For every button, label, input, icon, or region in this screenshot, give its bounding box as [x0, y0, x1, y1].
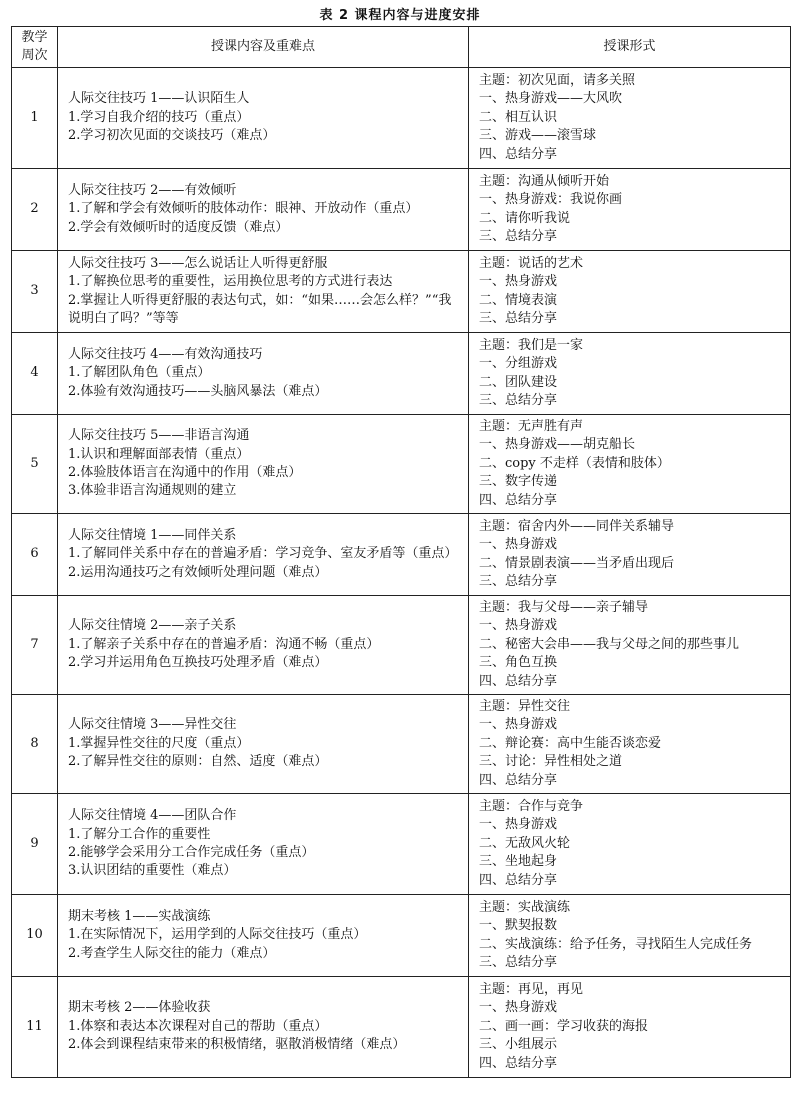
lesson-point: 1.了解同伴关系中存在的普遍矛盾：学习竞争、室友矛盾等（重点） [68, 546, 458, 562]
content-cell [58, 514, 469, 596]
session-theme: 主题：我们是一家 [479, 337, 584, 353]
content-cell [58, 895, 469, 977]
lesson-point: 2.掌握让人听得更舒服的表达句式，如：“如果……会怎么样？”“我说明白了吗？”等等 [68, 292, 452, 326]
form-cell [469, 415, 791, 514]
header-content: 授课内容及重难点 [58, 27, 469, 68]
lesson-title: 人际交往技巧 2——有效倾听 [68, 182, 237, 198]
session-activity: 二、秘密大会串——我与父母之间的那些事儿 [479, 636, 740, 652]
content-cell [58, 596, 469, 695]
session-activity: 二、辩论赛：高中生能否谈恋爱 [479, 735, 662, 751]
session-theme: 主题：实战演练 [479, 899, 571, 915]
week-cell: 11 [12, 977, 58, 1078]
lesson-point: 2.能够学会采用分工合作完成任务（重点） [68, 845, 315, 860]
session-theme: 主题：初次见面，请多关照 [479, 72, 636, 88]
session-theme: 主题：异性交往 [479, 698, 571, 714]
session-activity: 三、总结分享 [479, 228, 558, 244]
session-theme: 主题：无声胜有声 [479, 418, 584, 434]
week-cell: 6 [12, 514, 58, 596]
content-cell [58, 695, 469, 794]
content-cell [58, 169, 469, 251]
header-form: 授课形式 [469, 27, 791, 68]
session-activity: 四、总结分享 [479, 1055, 558, 1071]
session-activity: 一、热身游戏——胡克船长 [479, 437, 636, 453]
session-activity: 四、总结分享 [479, 772, 558, 788]
session-activity: 三、总结分享 [479, 392, 558, 408]
header-week-line1: 教学 [21, 30, 48, 45]
session-activity: 四、总结分享 [479, 872, 558, 888]
lesson-point: 2.考查学生人际交往的能力（难点） [68, 945, 276, 961]
form-cell [469, 169, 791, 251]
lesson-point: 1.认识和理解面部表情（重点） [68, 446, 250, 462]
session-activity: 二、情境表演 [479, 292, 558, 308]
form-cell [469, 68, 791, 169]
session-activity: 三、讨论：异性相处之道 [479, 754, 623, 770]
lesson-point: 2.体会到课程结束带来的积极情绪，驱散消极情绪（难点） [68, 1037, 406, 1053]
session-activity: 一、默契报数 [479, 918, 558, 934]
lesson-point: 1.了解换位思考的重要性，运用换位思考的方式进行表达 [68, 274, 393, 290]
session-activity: 四、总结分享 [479, 146, 558, 162]
content-cell [58, 68, 469, 169]
form-cell [469, 251, 791, 333]
lesson-title: 期末考核 2——体验收获 [68, 1000, 211, 1016]
form-cell [469, 596, 791, 695]
lesson-point: 1.了解团队角色（重点） [68, 365, 211, 381]
lesson-point: 3.认识团结的重要性（难点） [68, 863, 237, 879]
form-cell [469, 977, 791, 1078]
session-activity: 一、热身游戏 [479, 618, 558, 634]
week-cell: 3 [12, 251, 58, 333]
lesson-point: 2.学会有效倾听时的适度反馈（难点） [68, 219, 289, 235]
form-cell [469, 794, 791, 895]
session-activity: 二、无敌风火轮 [479, 835, 571, 851]
week-cell: 1 [12, 68, 58, 169]
lesson-point: 1.掌握异性交往的尺度（重点） [68, 735, 250, 751]
lesson-point: 2.体验有效沟通技巧——头脑风暴法（难点） [68, 383, 328, 399]
session-activity: 一、热身游戏 [479, 717, 558, 733]
lesson-title: 人际交往情境 3——异性交往 [68, 717, 237, 733]
session-activity: 二、画一画：学习收获的海报 [479, 1018, 649, 1034]
session-activity: 二、copy 不走样（表情和肢体） [479, 455, 670, 471]
lesson-point: 3.体验非语言沟通规则的建立 [68, 483, 237, 499]
session-theme: 主题：我与父母——亲子辅导 [479, 599, 649, 615]
lesson-title: 人际交往情境 1——同伴关系 [68, 527, 237, 543]
lesson-point: 2.学习并运用角色互换技巧处理矛盾（难点） [68, 655, 328, 671]
session-activity: 三、总结分享 [479, 310, 558, 326]
session-theme: 主题：再见，再见 [479, 981, 584, 997]
session-activity: 三、小组展示 [479, 1037, 558, 1053]
session-activity: 四、总结分享 [479, 492, 558, 508]
header-week-line2: 周次 [21, 48, 48, 63]
table-row [12, 415, 791, 514]
session-activity: 一、热身游戏——大风吹 [479, 91, 623, 107]
lesson-point: 1.在实际情况下，运用学到的人际交往技巧（重点） [68, 927, 367, 943]
lesson-title: 期末考核 1——实战演练 [68, 908, 211, 924]
session-theme: 主题：合作与竞争 [479, 798, 584, 814]
content-cell [58, 251, 469, 333]
table-header-row [12, 27, 791, 68]
table-caption: 表 2 课程内容与进度安排 [319, 8, 481, 23]
lesson-point: 1.了解亲子关系中存在的普遍矛盾：沟通不畅（重点） [68, 636, 380, 652]
week-cell: 9 [12, 794, 58, 895]
session-activity: 三、数字传递 [479, 474, 558, 490]
session-activity: 一、分组游戏 [479, 356, 558, 372]
session-activity: 一、热身游戏 [479, 537, 558, 553]
session-activity: 三、坐地起身 [479, 854, 558, 870]
form-cell [469, 895, 791, 977]
week-cell: 4 [12, 333, 58, 415]
lesson-point: 2.了解异性交往的原则：自然、适度（难点） [68, 754, 328, 770]
session-activity: 三、总结分享 [479, 954, 558, 970]
session-activity: 三、游戏——滚雪球 [479, 128, 597, 144]
lesson-title: 人际交往技巧 5——非语言沟通 [68, 428, 250, 444]
session-activity: 三、角色互换 [479, 655, 558, 671]
session-activity: 四、总结分享 [479, 673, 558, 689]
session-activity: 二、相互认识 [479, 109, 558, 125]
lesson-title: 人际交往情境 2——亲子关系 [68, 618, 237, 634]
lesson-point: 2.学习初次见面的交谈技巧（难点） [68, 128, 276, 144]
schedule-table [11, 26, 791, 1078]
form-cell [469, 695, 791, 794]
table-row [12, 333, 791, 415]
form-cell [469, 514, 791, 596]
session-activity: 一、热身游戏 [479, 817, 558, 833]
table-row [12, 977, 791, 1078]
table-row [12, 596, 791, 695]
lesson-point: 2.运用沟通技巧之有效倾听处理问题（难点） [68, 564, 328, 580]
session-activity: 二、情景剧表演——当矛盾出现后 [479, 555, 675, 571]
week-cell: 8 [12, 695, 58, 794]
week-cell: 5 [12, 415, 58, 514]
table-row [12, 895, 791, 977]
lesson-point: 2.体验肢体语言在沟通中的作用（难点） [68, 465, 302, 480]
week-cell: 10 [12, 895, 58, 977]
lesson-title: 人际交往技巧 3——怎么说话让人听得更舒服 [68, 255, 328, 271]
session-activity: 一、热身游戏 [479, 1000, 558, 1016]
session-activity: 二、团队建设 [479, 374, 558, 390]
table-row [12, 251, 791, 333]
form-cell [469, 333, 791, 415]
header-week [12, 27, 58, 68]
session-activity: 二、实战演练：给予任务，寻找陌生人完成任务 [479, 936, 753, 952]
lesson-title: 人际交往情境 4——团队合作 [68, 808, 237, 824]
content-cell [58, 794, 469, 895]
lesson-title: 人际交往技巧 4——有效沟通技巧 [68, 346, 263, 362]
lesson-point: 1.体察和表达本次课程对自己的帮助（重点） [68, 1018, 328, 1034]
lesson-point: 1.了解分工合作的重要性 [68, 826, 211, 842]
lesson-point: 1.学习自我介绍的技巧（重点） [68, 109, 250, 125]
session-theme: 主题：说话的艺术 [479, 255, 584, 271]
week-cell: 7 [12, 596, 58, 695]
lesson-title: 人际交往技巧 1——认识陌生人 [68, 91, 250, 107]
session-activity: 三、总结分享 [479, 573, 558, 589]
session-theme: 主题：沟通从倾听开始 [479, 173, 610, 189]
table-row [12, 68, 791, 169]
session-activity: 一、热身游戏 [479, 274, 558, 290]
session-activity: 一、热身游戏：我说你画 [479, 192, 623, 208]
content-cell [58, 333, 469, 415]
content-cell [58, 977, 469, 1078]
session-theme: 主题：宿舍内外——同伴关系辅导 [479, 518, 675, 534]
content-cell [58, 415, 469, 514]
table-row [12, 169, 791, 251]
table-body [12, 68, 791, 1078]
table-row [12, 794, 791, 895]
table-row [12, 695, 791, 794]
table-row [12, 514, 791, 596]
week-cell: 2 [12, 169, 58, 251]
session-activity: 二、请你听我说 [479, 210, 571, 226]
lesson-point: 1.了解和学会有效倾听的肢体动作：眼神、开放动作（重点） [68, 201, 419, 217]
